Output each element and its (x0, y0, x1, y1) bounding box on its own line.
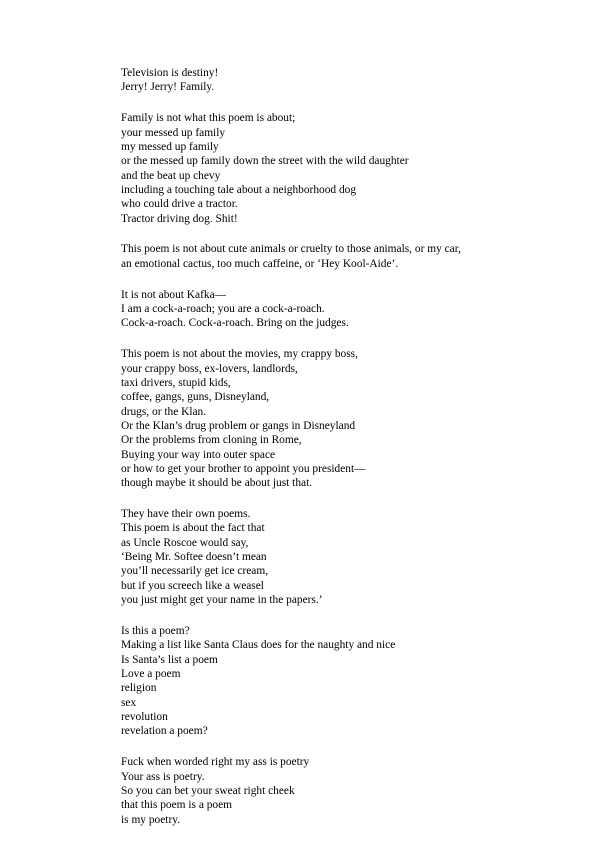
poem-line: It is not about Kafka— (121, 288, 227, 301)
stanza-4 (121, 288, 581, 331)
poem-line: Television is destiny! (121, 67, 219, 79)
poem-line: including a touching tale about a neighborhood dog (121, 183, 357, 196)
poem-line: ‘Being Mr. Softee doesn’t mean (121, 551, 267, 564)
poem-line: you just might get your name in the papers.’ (121, 594, 323, 607)
poem-line: Cock-a-roach. Cock-a-roach. Bring on the judges. (121, 317, 349, 330)
poem-line: though maybe it should be about just that. (121, 477, 313, 490)
poem-line: an emotional cactus, too much caffeine, or ‘Hey Kool-Aide’. (121, 257, 399, 270)
poem-line: I am a cock-a-roach; you are a cock-a-roach. (121, 302, 325, 315)
poem-line: but if you screech like a weasel (121, 579, 264, 592)
poem-line: Fuck when worded right my ass is poetry (121, 756, 310, 769)
poem-line: Or the Klan’s drug problem or gangs in Disneyland (121, 419, 356, 432)
poem-line: your messed up family (121, 126, 226, 139)
stanza-6 (121, 507, 581, 607)
stanza-2 (121, 111, 581, 226)
poem-line: Love a poem (121, 668, 181, 681)
poem-line: taxi drivers, stupid kids, (121, 376, 231, 389)
poem-line: This poem is about the fact that (121, 522, 265, 535)
poem-page (121, 66, 581, 843)
poem-line: Jerry! Jerry! Family. (121, 81, 215, 94)
poem-line: who could drive a tractor. (121, 198, 238, 211)
poem-line: Tractor driving dog. Shit! (121, 212, 238, 225)
poem-line: This poem is not about the movies, my crappy boss, (121, 348, 358, 361)
stanza-5 (121, 347, 581, 490)
poem-line: revelation a poem? (121, 725, 208, 738)
poem-line: Or the problems from cloning in Rome, (121, 434, 302, 447)
stanza-8 (121, 755, 581, 827)
poem-line: is my poetry. (121, 813, 181, 826)
poem-line: that this poem is a poem (121, 799, 233, 812)
poem-line: or the messed up family down the street with the wild daughter (121, 155, 409, 168)
poem-line: sex (121, 696, 137, 709)
poem-line: as Uncle Roscoe would say, (121, 536, 249, 549)
poem-line: my messed up family (121, 140, 219, 153)
poem-line: religion (121, 682, 157, 695)
poem-line: drugs, or the Klan. (121, 405, 207, 418)
poem-line: and the beat up chevy (121, 169, 221, 182)
poem-line: Your ass is poetry. (121, 770, 205, 783)
stanza-3 (121, 242, 581, 271)
poem-line: Family is not what this poem is about; (121, 112, 296, 125)
stanza-7 (121, 624, 581, 739)
poem-line: So you can bet your sweat right cheek (121, 784, 295, 797)
poem-line: you’ll necessarily get ice cream, (121, 565, 269, 578)
poem-line: Making a list like Santa Claus does for the naughty and nice (121, 639, 396, 652)
poem-line: Buying your way into outer space (121, 448, 276, 461)
poem-line: They have their own poems. (121, 508, 251, 521)
poem-line: your crappy boss, ex-lovers, landlords, (121, 362, 298, 375)
poem-line: or how to get your brother to appoint you president— (121, 462, 366, 475)
poem-line: Is Santa’s list a poem (121, 653, 218, 666)
poem-line: Is this a poem? (121, 625, 190, 637)
stanza-1 (121, 66, 581, 95)
poem-line: This poem is not about cute animals or cruelty to those animals, or my car, (121, 243, 461, 256)
poem-line: coffee, gangs, guns, Disneyland, (121, 391, 270, 404)
poem-line: revolution (121, 711, 168, 724)
